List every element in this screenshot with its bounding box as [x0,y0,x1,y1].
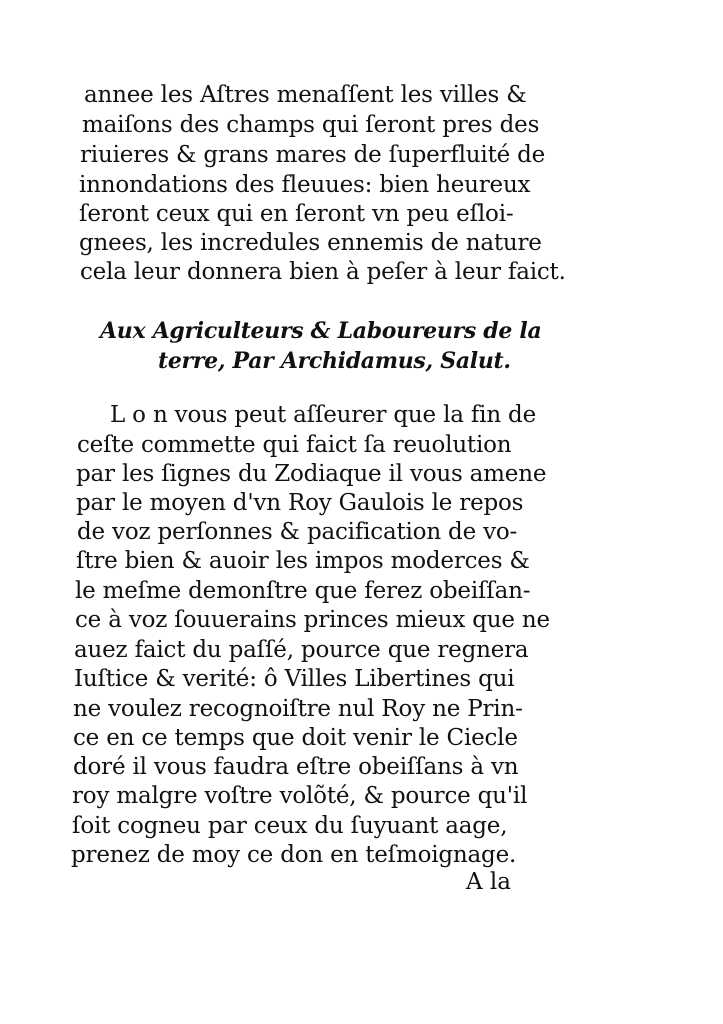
text-line: prenez de moy ce don en teſmoignage. [71,842,517,868]
text-line: auez faict du paſſé, pource que regnera [74,637,529,663]
text-line: cela leur donnera bien à peſer à leur faict. [80,259,566,285]
text-line: maiſons des champs qui ſeront pres des [82,112,540,138]
section-heading: terre, Par Archidamus, Salut. [158,348,511,374]
text-line: le meſme demonſtre que ferez obeiſſan- [75,578,531,604]
text-line: gnees, les incredules ennemis de nature [79,230,542,256]
text-line: par les ſignes du Zodiaque il vous amene [76,461,547,487]
text-line: annee les Aſtres menaſſent les villes & [84,82,527,108]
text-line: ne voulez recognoiſtre nul Roy ne Prin- [73,696,523,722]
text-line: par le moyen d'vn Roy Gaulois le repos [76,490,524,516]
text-line: ſoit cogneu par ceux du ſuyuant aage, [72,813,508,839]
text-line: ceſte commette qui faict ſa reuolution [77,432,512,458]
section-heading: Aux Agriculteurs & Laboureurs de la [100,318,542,344]
text-line: de voz perſonnes & pacification de vo- [77,519,518,545]
text-line: ſeront ceux qui en ſeront vn peu eſloi- [79,201,514,227]
text-line: L o n vous peut aſſeurer que la fin de [110,402,536,428]
text-line: doré il vous faudra eſtre obeiſſans à vn [73,754,519,780]
catchword: A la [466,869,511,895]
text-line: riuieres & grans mares de ſuperfluité de [80,142,546,168]
text-line: innondations des fleuues: bien heureux [79,172,531,198]
text-line: ſtre bien & auoir les impos moderces & [76,548,530,574]
text-line: ce en ce temps que doit venir le Ciecle [73,725,518,751]
text-line: roy malgre voſtre volõté, & pource qu'il [72,783,528,809]
text-line: ce à voz ſouuerains princes mieux que ne [75,607,550,633]
text-line: Iuſtice & verité: ô Villes Libertines qui [74,666,515,692]
